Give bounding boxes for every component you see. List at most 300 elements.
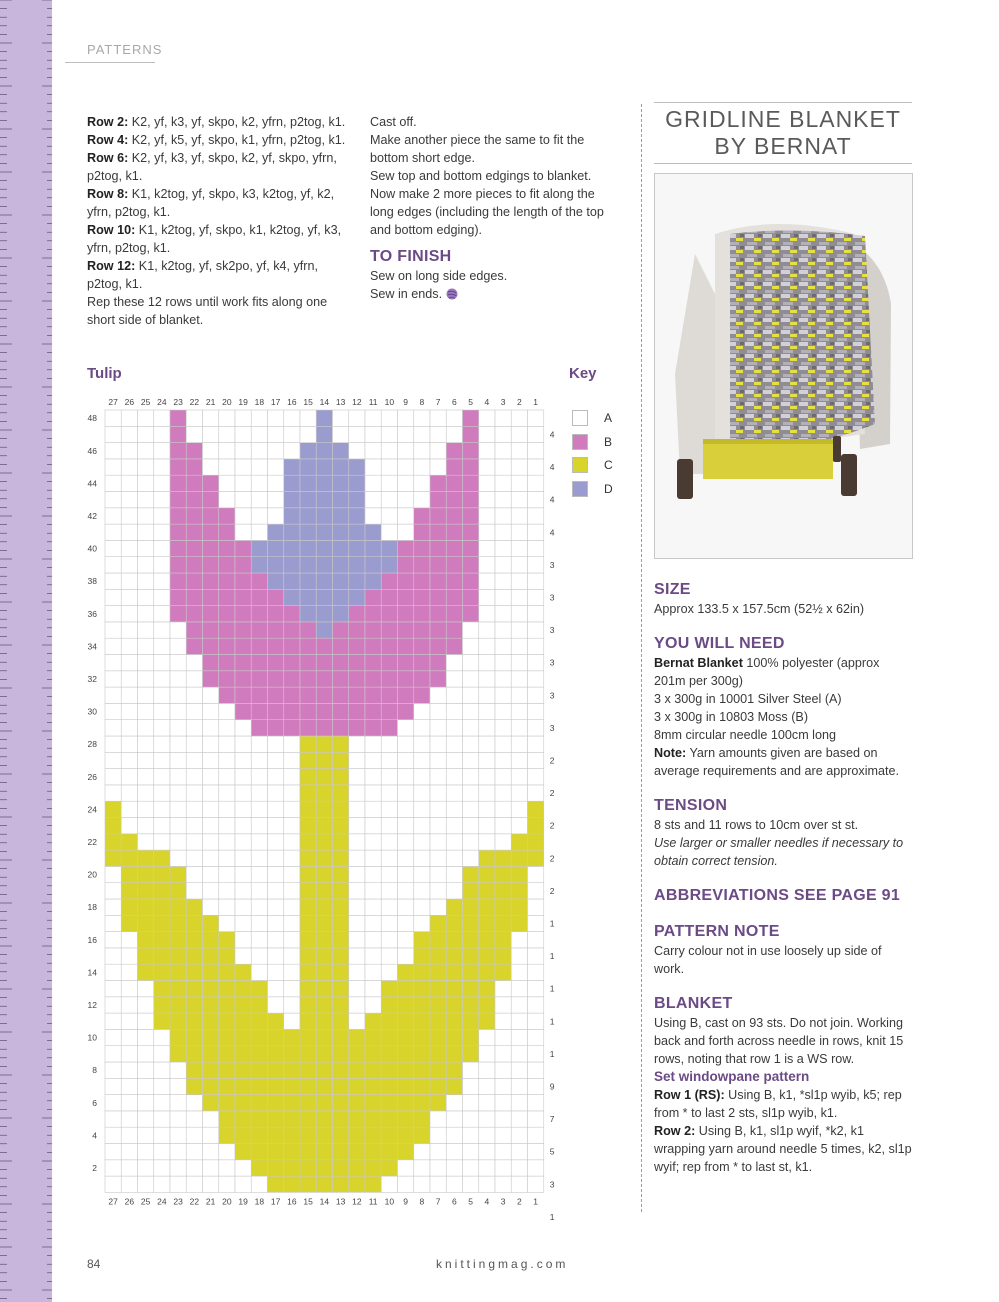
chart-cell bbox=[105, 459, 121, 475]
chart-cell bbox=[154, 997, 170, 1013]
chart-cell bbox=[170, 655, 186, 671]
chart-cell bbox=[398, 801, 414, 817]
chart-cell bbox=[528, 818, 544, 834]
chart-cell bbox=[219, 1029, 235, 1045]
row-label-right: 2 bbox=[549, 788, 555, 799]
chart-cell bbox=[430, 589, 446, 605]
chart-cell bbox=[105, 475, 121, 491]
chart-cell bbox=[414, 1144, 430, 1160]
chart-cell bbox=[365, 883, 381, 899]
chart-cell bbox=[268, 883, 284, 899]
chart-cell bbox=[349, 1111, 365, 1127]
chart-cell bbox=[235, 834, 251, 850]
row-label-left: 12 bbox=[87, 999, 97, 1010]
chart-cell bbox=[268, 687, 284, 703]
chart-cell bbox=[430, 1176, 446, 1192]
chart-cell bbox=[349, 1078, 365, 1094]
chart-cell bbox=[251, 1144, 267, 1160]
chart-cell bbox=[219, 1176, 235, 1192]
chart-cell bbox=[414, 606, 430, 622]
chart-cell bbox=[479, 475, 495, 491]
chart-cell bbox=[528, 997, 544, 1013]
chart-cell bbox=[414, 866, 430, 882]
chart-cell bbox=[138, 524, 154, 540]
chart-cell bbox=[105, 834, 121, 850]
chart-cell bbox=[186, 524, 202, 540]
chart-cell bbox=[186, 459, 202, 475]
chart-cell bbox=[495, 948, 511, 964]
chart-cell bbox=[300, 492, 316, 508]
chart-cell bbox=[154, 785, 170, 801]
chart-cell bbox=[170, 475, 186, 491]
chart-cell bbox=[105, 1144, 121, 1160]
chart-cell bbox=[170, 606, 186, 622]
chart-cell bbox=[316, 964, 332, 980]
chart-cell bbox=[186, 703, 202, 719]
chart-cell bbox=[170, 899, 186, 915]
chart-cell bbox=[138, 638, 154, 654]
column-divider bbox=[641, 104, 642, 1212]
chart-cell bbox=[284, 638, 300, 654]
chart-cell bbox=[203, 1078, 219, 1094]
chart-cell bbox=[446, 736, 462, 752]
chart-cell bbox=[235, 1095, 251, 1111]
row-label-left: 34 bbox=[87, 641, 97, 652]
chart-cell bbox=[398, 671, 414, 687]
chart-cell bbox=[381, 769, 397, 785]
chart-cell bbox=[300, 687, 316, 703]
chart-cell bbox=[446, 1078, 462, 1094]
chart-cell bbox=[284, 1095, 300, 1111]
chart-cell bbox=[105, 850, 121, 866]
column-label-top: 27 bbox=[108, 397, 118, 407]
chart-cell bbox=[479, 736, 495, 752]
chart-cell bbox=[219, 752, 235, 768]
chart-cell bbox=[349, 1095, 365, 1111]
chart-cell bbox=[479, 1029, 495, 1045]
chart-cell bbox=[105, 1078, 121, 1094]
chart-cell bbox=[349, 508, 365, 524]
chart-cell bbox=[479, 655, 495, 671]
chart-cell bbox=[203, 964, 219, 980]
chart-cell bbox=[398, 492, 414, 508]
chart-cell bbox=[170, 524, 186, 540]
chart-cell bbox=[121, 736, 137, 752]
chart-cell bbox=[235, 899, 251, 915]
column-label-top: 15 bbox=[303, 397, 313, 407]
chart-cell bbox=[203, 1144, 219, 1160]
chart-cell bbox=[268, 671, 284, 687]
column-label-bottom: 11 bbox=[368, 1196, 378, 1207]
chart-cell bbox=[105, 948, 121, 964]
column-label-bottom: 12 bbox=[352, 1196, 362, 1207]
chart-cell bbox=[511, 557, 527, 573]
chart-cell bbox=[203, 1127, 219, 1143]
chart-cell bbox=[381, 1095, 397, 1111]
chart-cell bbox=[430, 801, 446, 817]
chart-cell bbox=[365, 703, 381, 719]
chart-cell bbox=[381, 981, 397, 997]
chart-cell bbox=[154, 1144, 170, 1160]
chart-cell bbox=[138, 1095, 154, 1111]
chart-cell bbox=[203, 1013, 219, 1029]
chart-cell bbox=[414, 1029, 430, 1045]
chart-cell bbox=[121, 932, 137, 948]
chart-cell bbox=[186, 866, 202, 882]
chart-cell bbox=[528, 899, 544, 915]
chart-cell bbox=[203, 769, 219, 785]
chart-cell bbox=[186, 899, 202, 915]
chart-cell bbox=[365, 1127, 381, 1143]
chart-cell bbox=[121, 883, 137, 899]
chart-cell bbox=[414, 997, 430, 1013]
chart-cell bbox=[414, 703, 430, 719]
chart-cell bbox=[219, 899, 235, 915]
chart-cell bbox=[251, 883, 267, 899]
chart-cell bbox=[300, 1176, 316, 1192]
chart-cell bbox=[446, 606, 462, 622]
chart-cell bbox=[495, 524, 511, 540]
chart-cell bbox=[235, 655, 251, 671]
chart-cell bbox=[154, 557, 170, 573]
chart-cell bbox=[528, 622, 544, 638]
chart-cell bbox=[121, 948, 137, 964]
chart-cell bbox=[398, 997, 414, 1013]
chart-cell bbox=[138, 443, 154, 459]
chart-cell bbox=[495, 1046, 511, 1062]
chart-cell bbox=[511, 736, 527, 752]
chart-cell bbox=[381, 671, 397, 687]
chart-cell bbox=[463, 1046, 479, 1062]
chart-cell bbox=[186, 622, 202, 638]
chart-cell bbox=[284, 655, 300, 671]
chart-cell bbox=[414, 850, 430, 866]
chart-cell bbox=[235, 573, 251, 589]
chart-cell bbox=[170, 426, 186, 442]
chart-cell bbox=[154, 687, 170, 703]
chart-cell bbox=[284, 981, 300, 997]
chart-cell bbox=[381, 1013, 397, 1029]
row-label-right: 9 bbox=[549, 1081, 555, 1092]
chart-cell bbox=[463, 769, 479, 785]
chart-cell bbox=[365, 589, 381, 605]
chart-cell bbox=[300, 475, 316, 491]
chart-cell bbox=[511, 1078, 527, 1094]
finishing-line-3: Now make 2 more pieces to fit along the long edges (including the length of the top and bottom edging). bbox=[370, 187, 604, 237]
pattern-row-3: Row 8: K1, k2tog, yf, skpo, k3, k2tog, yf, k2, yfrn, p2tog, k1. bbox=[87, 187, 335, 219]
chart-cell bbox=[300, 1111, 316, 1127]
chart-cell bbox=[349, 622, 365, 638]
chart-cell bbox=[365, 492, 381, 508]
chart-cell bbox=[495, 1078, 511, 1094]
chart-cell bbox=[235, 606, 251, 622]
chart-cell bbox=[446, 426, 462, 442]
chart-cell bbox=[154, 1013, 170, 1029]
chart-cell bbox=[268, 1029, 284, 1045]
chart-cell bbox=[300, 606, 316, 622]
chart-cell bbox=[495, 899, 511, 915]
chart-cell bbox=[430, 687, 446, 703]
chart-cell bbox=[300, 443, 316, 459]
chart-cell bbox=[430, 964, 446, 980]
chart-cell bbox=[284, 899, 300, 915]
chart-cell bbox=[333, 915, 349, 931]
chart-cell bbox=[154, 899, 170, 915]
chart-cell bbox=[251, 932, 267, 948]
column-label-bottom: 10 bbox=[384, 1196, 395, 1207]
chart-cell bbox=[316, 524, 332, 540]
chart-cell bbox=[219, 948, 235, 964]
title-line-1: GRIDLINE BLANKET bbox=[665, 106, 901, 132]
chart-cell bbox=[349, 997, 365, 1013]
chart-cell bbox=[316, 948, 332, 964]
chart-cell bbox=[446, 948, 462, 964]
chart-cell bbox=[170, 769, 186, 785]
chart-cell bbox=[105, 752, 121, 768]
chart-cell bbox=[479, 850, 495, 866]
chart-cell bbox=[365, 1176, 381, 1192]
chart-cell bbox=[154, 671, 170, 687]
chart-cell bbox=[381, 410, 397, 426]
chart-cell bbox=[495, 459, 511, 475]
chart-cell bbox=[528, 443, 544, 459]
column-label-bottom: 1 bbox=[533, 1196, 538, 1207]
chart-cell bbox=[170, 883, 186, 899]
chart-cell bbox=[446, 915, 462, 931]
chart-cell bbox=[138, 899, 154, 915]
chart-cell bbox=[398, 948, 414, 964]
chart-cell bbox=[170, 622, 186, 638]
chart-cell bbox=[430, 785, 446, 801]
chart-cell bbox=[235, 671, 251, 687]
chart-cell bbox=[365, 671, 381, 687]
chart-cell bbox=[463, 1176, 479, 1192]
chart-cell bbox=[479, 638, 495, 654]
chart-cell bbox=[479, 915, 495, 931]
chart-cell bbox=[170, 834, 186, 850]
chart-cell bbox=[463, 899, 479, 915]
chart-cell bbox=[463, 671, 479, 687]
chart-cell bbox=[268, 834, 284, 850]
row-label-right: 4 bbox=[549, 527, 555, 538]
chart-cell bbox=[138, 948, 154, 964]
column-label-top: 3 bbox=[500, 397, 506, 407]
chart-cell bbox=[479, 589, 495, 605]
chart-cell bbox=[251, 410, 267, 426]
chart-cell bbox=[284, 1144, 300, 1160]
chart-cell bbox=[333, 606, 349, 622]
chart-cell bbox=[479, 801, 495, 817]
chart-cell bbox=[446, 1176, 462, 1192]
chart-cell bbox=[398, 573, 414, 589]
chart-title: Tulip bbox=[87, 365, 122, 382]
chart-cell bbox=[316, 720, 332, 736]
key-title: Key bbox=[569, 365, 597, 382]
chart-cell bbox=[105, 720, 121, 736]
chart-cell bbox=[381, 622, 397, 638]
chart-cell bbox=[446, 785, 462, 801]
chart-cell bbox=[268, 1127, 284, 1143]
chart-cell bbox=[284, 410, 300, 426]
chart-cell bbox=[186, 573, 202, 589]
chart-cell bbox=[528, 785, 544, 801]
chart-cell bbox=[186, 655, 202, 671]
chart-cell bbox=[170, 915, 186, 931]
chart-cell bbox=[105, 1160, 121, 1176]
chart-cell bbox=[268, 459, 284, 475]
chart-cell bbox=[381, 1144, 397, 1160]
chart-cell bbox=[430, 1062, 446, 1078]
column-label-bottom: 17 bbox=[270, 1196, 281, 1207]
chart-cell bbox=[479, 818, 495, 834]
chart-cell bbox=[105, 1062, 121, 1078]
chart-cell bbox=[398, 899, 414, 915]
chart-cell bbox=[398, 1127, 414, 1143]
chart-cell bbox=[219, 459, 235, 475]
chart-cell bbox=[528, 557, 544, 573]
chart-cell bbox=[495, 1095, 511, 1111]
chart-cell bbox=[349, 720, 365, 736]
row-label-left: 48 bbox=[87, 413, 97, 424]
chart-cell bbox=[219, 785, 235, 801]
chart-cell bbox=[138, 557, 154, 573]
row-label-left: 18 bbox=[87, 902, 97, 913]
chart-cell bbox=[203, 655, 219, 671]
chart-cell bbox=[479, 1111, 495, 1127]
chart-cell bbox=[219, 769, 235, 785]
chart-cell bbox=[203, 1062, 219, 1078]
chart-cell bbox=[300, 410, 316, 426]
chart-cell bbox=[446, 1013, 462, 1029]
chart-cell bbox=[268, 475, 284, 491]
chart-cell bbox=[398, 850, 414, 866]
chart-cell bbox=[511, 1095, 527, 1111]
chart-cell bbox=[170, 866, 186, 882]
chart-cell bbox=[235, 1144, 251, 1160]
chart-cell bbox=[138, 1078, 154, 1094]
chart-cell bbox=[365, 981, 381, 997]
column-label-top: 24 bbox=[157, 397, 167, 407]
chart-cell bbox=[446, 769, 462, 785]
chart-cell bbox=[365, 752, 381, 768]
chart-cell bbox=[381, 1127, 397, 1143]
chart-cell bbox=[251, 475, 267, 491]
chart-cell bbox=[495, 671, 511, 687]
chart-cell bbox=[430, 834, 446, 850]
chart-cell bbox=[251, 915, 267, 931]
chart-cell bbox=[463, 883, 479, 899]
chart-cell bbox=[268, 589, 284, 605]
chart-cell bbox=[235, 948, 251, 964]
chart-cell bbox=[446, 883, 462, 899]
chart-cell bbox=[495, 915, 511, 931]
chart-cell bbox=[333, 459, 349, 475]
chart-cell bbox=[105, 899, 121, 915]
chart-cell bbox=[105, 410, 121, 426]
chart-cell bbox=[251, 703, 267, 719]
chart-cell bbox=[430, 932, 446, 948]
chart-cell bbox=[219, 655, 235, 671]
chart-cell bbox=[479, 557, 495, 573]
pattern-note-heading: PATTERN NOTE bbox=[654, 923, 780, 940]
chart-cell bbox=[186, 818, 202, 834]
chart-cell bbox=[333, 573, 349, 589]
chart-cell bbox=[251, 1111, 267, 1127]
chart-cell bbox=[414, 752, 430, 768]
chart-cell bbox=[105, 1029, 121, 1045]
chart-cell bbox=[446, 459, 462, 475]
chart-cell bbox=[528, 948, 544, 964]
chart-cell bbox=[105, 883, 121, 899]
chart-cell bbox=[251, 1029, 267, 1045]
chart-cell bbox=[235, 997, 251, 1013]
chart-cell bbox=[138, 964, 154, 980]
chart-cell bbox=[316, 899, 332, 915]
chart-cell bbox=[495, 720, 511, 736]
chart-cell bbox=[495, 883, 511, 899]
chart-cell bbox=[268, 655, 284, 671]
chart-cell bbox=[430, 1127, 446, 1143]
chart-cell bbox=[398, 915, 414, 931]
chart-cell bbox=[446, 997, 462, 1013]
chart-cell bbox=[219, 932, 235, 948]
chart-cell bbox=[414, 1111, 430, 1127]
chart-cell bbox=[105, 981, 121, 997]
page-number: 84 bbox=[87, 1257, 101, 1271]
chart-cell bbox=[138, 459, 154, 475]
chart-cell bbox=[186, 1111, 202, 1127]
chart-cell bbox=[495, 736, 511, 752]
chart-cell bbox=[170, 720, 186, 736]
chart-cell bbox=[479, 785, 495, 801]
chart-cell bbox=[333, 557, 349, 573]
chart-cell bbox=[414, 981, 430, 997]
chart-cell bbox=[186, 410, 202, 426]
yarn-ball-icon bbox=[446, 287, 458, 305]
chart-cell bbox=[186, 1144, 202, 1160]
chart-cell bbox=[300, 1095, 316, 1111]
chart-cell bbox=[154, 720, 170, 736]
chart-cell bbox=[479, 459, 495, 475]
chart-cell bbox=[479, 687, 495, 703]
chart-cell bbox=[105, 606, 121, 622]
row-label-right: 3 bbox=[549, 625, 555, 636]
chart-cell bbox=[186, 687, 202, 703]
chart-cell bbox=[170, 981, 186, 997]
column-label-bottom: 14 bbox=[319, 1196, 330, 1207]
row-label-right: 1 bbox=[549, 1048, 555, 1059]
chart-cell bbox=[235, 443, 251, 459]
need-item: 3 x 300g in 10803 Moss (B) bbox=[654, 710, 809, 724]
chart-cell bbox=[349, 492, 365, 508]
chart-cell bbox=[316, 997, 332, 1013]
chart-cell bbox=[284, 915, 300, 931]
chart-cell bbox=[268, 866, 284, 882]
chart-cell bbox=[463, 818, 479, 834]
chart-cell bbox=[446, 492, 462, 508]
chart-cell bbox=[398, 410, 414, 426]
chart-cell bbox=[349, 524, 365, 540]
row-label-left: 30 bbox=[87, 706, 97, 717]
chart-cell bbox=[430, 997, 446, 1013]
chart-cell bbox=[528, 459, 544, 475]
chart-cell bbox=[251, 899, 267, 915]
chart-cell bbox=[138, 1013, 154, 1029]
chart-cell bbox=[398, 1176, 414, 1192]
chart-cell bbox=[268, 606, 284, 622]
row-label-left: 20 bbox=[87, 869, 97, 880]
chart-cell bbox=[446, 1127, 462, 1143]
